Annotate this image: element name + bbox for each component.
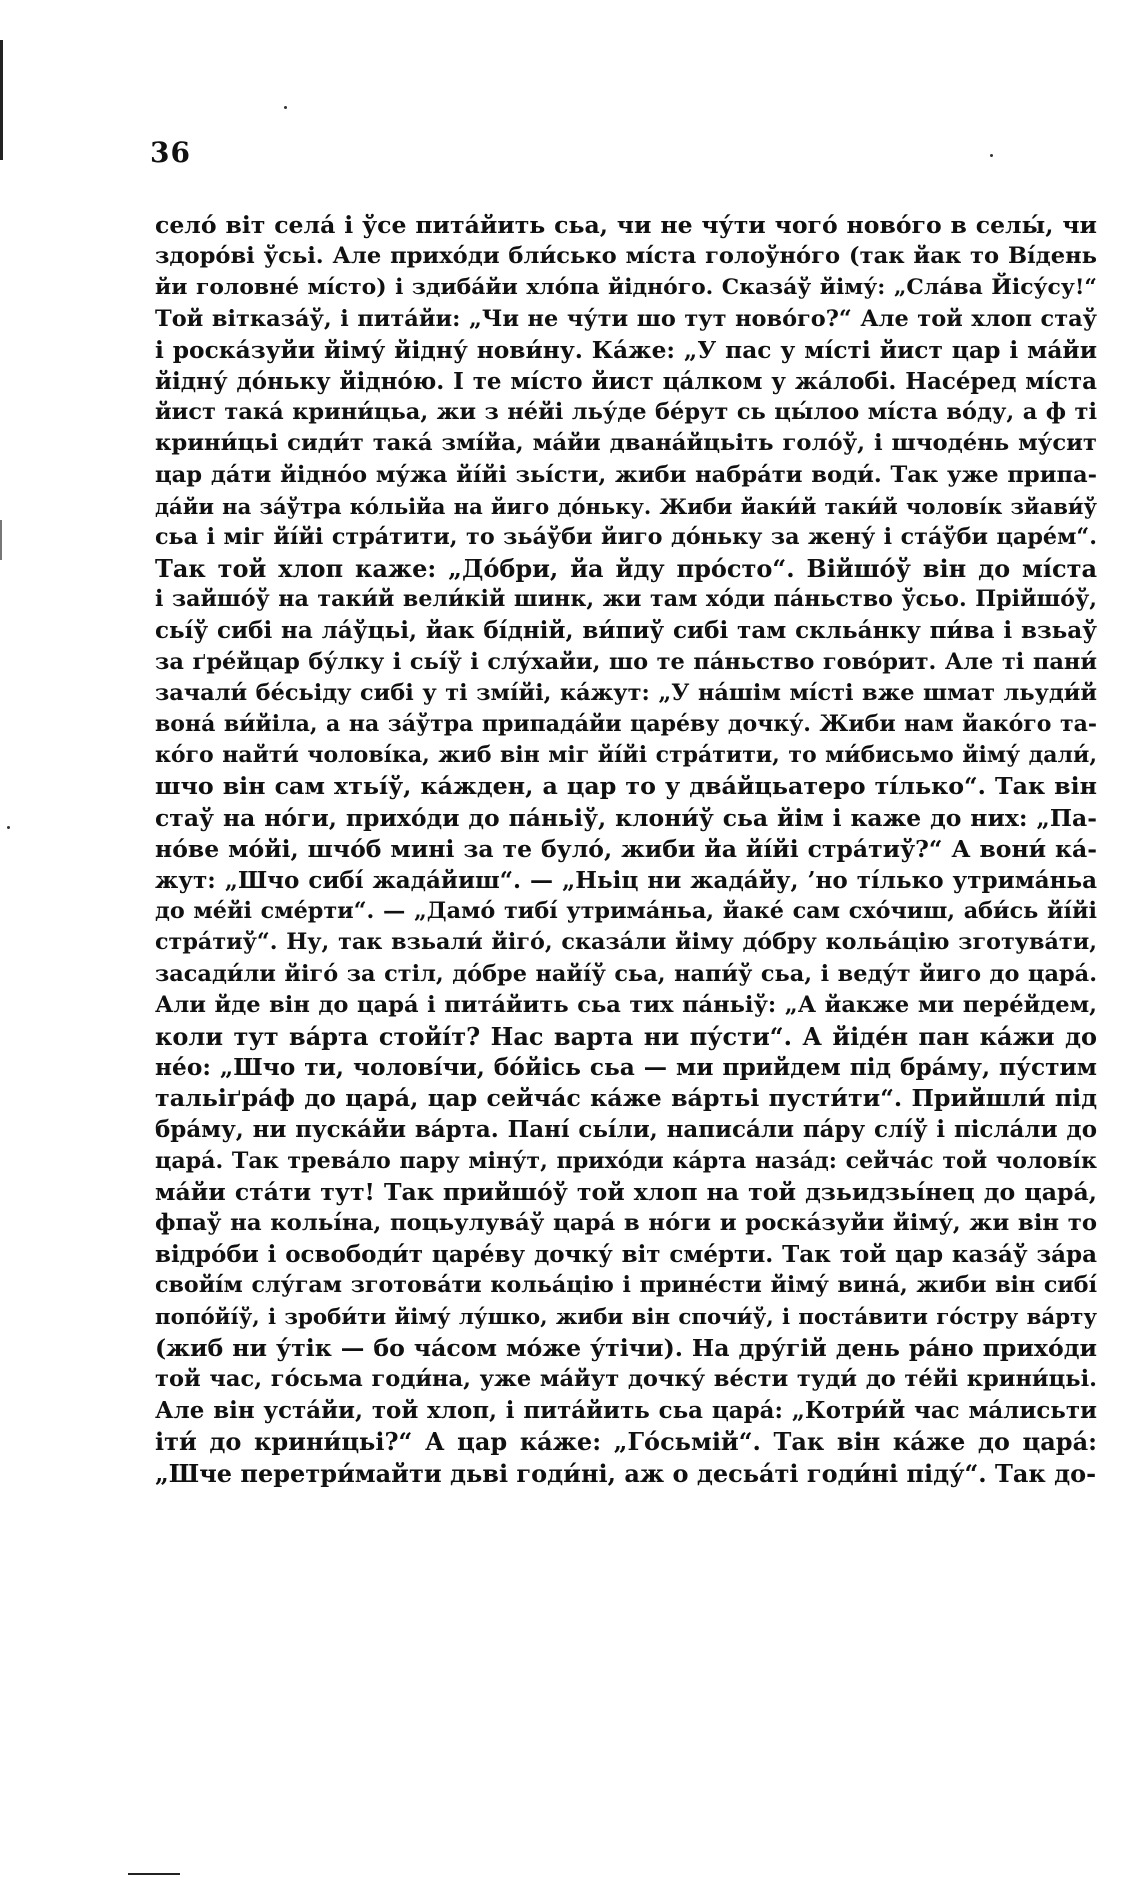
text-line: Али йде він до цара́ і пита́йить сьа тих па́ньіў: „А йакже ми пере́йдем, bbox=[155, 991, 1097, 1018]
text-line: шчо він сам хтьі́ў, ка́жден, а цар то у два́йцьатеро ті́лько“. Так він bbox=[155, 772, 1097, 801]
text-line: цар да́ти йідно́о му́жа йі́йі зьі́сти, жиби набра́ти води́. Так уже припа- bbox=[155, 461, 1097, 488]
text-line: стаў на но́ги, прихо́ди до па́ньіў, клони́ў сьа йім і каже до них: „Па- bbox=[155, 803, 1097, 832]
speck bbox=[7, 826, 10, 829]
text-line: не́о: „Шчо ти, чолові́чи, бо́йісь сьа — ми прийдем під бра́му, пу́стим bbox=[155, 1054, 1097, 1082]
text-line: іти́ до крини́цьі?“ А цар ка́же: „Го́сьмій“. Так він ка́же до цара́: bbox=[155, 1427, 1097, 1457]
text-line: вона́ ви́йіла, а на за́ўтра припада́йи царе́ву дочку́. Жиби нам йако́го та- bbox=[155, 711, 1097, 737]
text-line: село́ віт села́ і ўсе пита́йить сьа, чи не чу́ти чого́ ново́го в селы́, чи bbox=[155, 211, 1097, 239]
text-line: йист така́ крини́цьа, жи з не́йі льу́де бе́рут сь цы́лоо мі́ста во́ду, а ф ті bbox=[155, 399, 1097, 426]
text-line: „Шче перетри́майти дьві годи́ні, аж о десьа́ті годи́ні піду́“. Так до- bbox=[155, 1458, 1097, 1488]
text-line: відро́би і освободи́т царе́ву дочку́ віт сме́рти. Так той цар каза́ў за́ра bbox=[155, 1241, 1097, 1269]
text-line: тальіґра́ф до цара́, цар сейча́с ка́же ва́ртьі пусти́ти“. Прийшли́ під bbox=[155, 1084, 1097, 1113]
text-line: Той вітказа́ў, і пита́йи: „Чи не чу́ти шо тут ново́го?“ Але той хлоп стаў bbox=[155, 305, 1097, 332]
speck bbox=[990, 154, 993, 157]
text-line: фпаў на кольі́на, поцьулува́ў цара́ в но́ги и роска́зуйи йіму́, жи він то bbox=[155, 1210, 1097, 1236]
text-line: свойі́м слу́гам зготова́ти кольа́цію і прине́сти йіму́ вина́, жиби він сибі́ bbox=[155, 1272, 1097, 1299]
text-line: сьі́ў сибі на ла́ўцьі, йак бі́дній, ви́пиў сибі там скльа́нку пи́ва і взьаў bbox=[155, 617, 1097, 645]
text-line: бра́му, ни пуска́йи ва́рта. Пані́ сьі́ли, написа́ли па́ру слі́ў і післа́ли до bbox=[155, 1116, 1097, 1144]
page-number: 36 bbox=[150, 136, 191, 169]
text-line: і роска́зуйи йіму́ йідну́ нови́ну. Ка́же: „У пас у мі́сті йист цар і ма́йи bbox=[155, 336, 1097, 364]
text-line: засади́ли йіго́ за стіл, до́бре найі́ў сьа, напи́ў сьа, і веду́т йиго до цара́. bbox=[155, 960, 1097, 987]
text-line: крини́цьі сиди́т така́ змі́йа, ма́йи двана́йцьіть голо́ў, і шчоде́нь му́сит bbox=[155, 430, 1097, 457]
text-line: да́йи на за́ўтра ко́льійа на йиго до́ньку. Жиби йаки́й таки́й чолові́к зйави́ў bbox=[155, 493, 1097, 519]
text-line: попо́йі́ў, і зроби́ти йіму́ лу́шко, жиби він спочи́ў, і поста́вити го́стру ва́рту bbox=[155, 1304, 1097, 1330]
text-line: той час, го́сьма годи́на, уже ма́йут дочку́ ве́сти туди́ до те́йі крини́цьі. bbox=[155, 1365, 1097, 1392]
text-line: ма́йи ста́ти тут! Так прийшо́ў той хлоп на той дзьидзьі́нец до цара́, bbox=[155, 1177, 1097, 1206]
text-line: йи головне́ мі́сто) і здиба́йи хло́па йідно́го. Сказа́ў йіму́: „Сла́ва Йісу́су!“ bbox=[155, 274, 1097, 301]
text-line: і зайшо́ў на таки́й вели́кій шинк, жи там хо́ди па́ньство ўсьо. Прійшо́ў, bbox=[155, 586, 1097, 613]
text-line: но́ве мо́йі, шчо́б мині за те було́, жиби йа йі́йі стра́тиў?“ А вони́ ка́- bbox=[155, 834, 1097, 863]
text-line: зачали́ бе́сьіду сибі у ті змі́йі, ка́жут: „У на́шім мі́сті вже шмат льуди́й bbox=[155, 679, 1097, 706]
text-line: цара́. Так трева́ло пару міну́т, прихо́ди ка́рта наза́д: сейча́с той чолові́к bbox=[155, 1147, 1097, 1174]
text-line: до ме́йі сме́рти“. — „Дамо́ тибі́ утрима́ньа, йаке́ сам схо́чиш, аби́сь йі́йі bbox=[155, 898, 1097, 925]
text-line: йідну́ до́ньку йідно́ю. І те мі́сто йист ца́лком у жа́лобі. Насе́ред мі́ста bbox=[155, 367, 1097, 395]
text-line: здоро́ві ўсьі. Але прихо́ди бли́сько мі́ста голоўно́го (так йак то Ві́день bbox=[155, 243, 1097, 270]
scan-edge-mark-lower bbox=[0, 520, 2, 560]
scan-edge-mark bbox=[0, 40, 3, 160]
text-line: стра́тиў“. Ну, так взьали́ йіго́, сказа́ли йіму до́бру кольа́цію зготува́ти, bbox=[155, 929, 1097, 956]
text-line: сьа і міг йі́йі стра́тити, то зьа́ўби йиго до́ньку за жену́ і ста́ўби царе́м“. bbox=[155, 523, 1097, 550]
text-line: (жиб ни у́тік — бо ча́сом мо́же у́тічи). На дру́гій день ра́но прихо́ди bbox=[155, 1333, 1097, 1362]
text-line: ко́го найти́ чолові́ка, жиб він міг йі́йі стра́тити, то ми́бисьмо йіму́ дали́, bbox=[155, 742, 1097, 769]
text-line: коли тут ва́рта стойі́т? Нас варта ни пу́сти“. А йідéн пан ка́жи до bbox=[155, 1021, 1097, 1051]
body-text bbox=[155, 210, 1097, 1489]
text-line: Так той хлоп каже: „До́бри, йа йду про́сто“. Війшо́ў він до мі́ста bbox=[155, 554, 1097, 584]
text-line: за ґре́йцар бу́лку і сьі́ў і слу́хайи, шо те па́ньство гово́рит. Але ті пани́ bbox=[155, 648, 1097, 675]
footer-rule bbox=[128, 1873, 180, 1875]
text-line: жут: „Шчо сибі́ жада́йиш“. — „Ньіц ни жада́йу, ’но ті́лько утрима́ньа bbox=[155, 866, 1097, 894]
speck bbox=[284, 106, 287, 109]
text-line: Але він уста́йи, той хлоп, і пита́йить сьа цара́: „Котри́й час ма́лисьти bbox=[155, 1397, 1097, 1425]
